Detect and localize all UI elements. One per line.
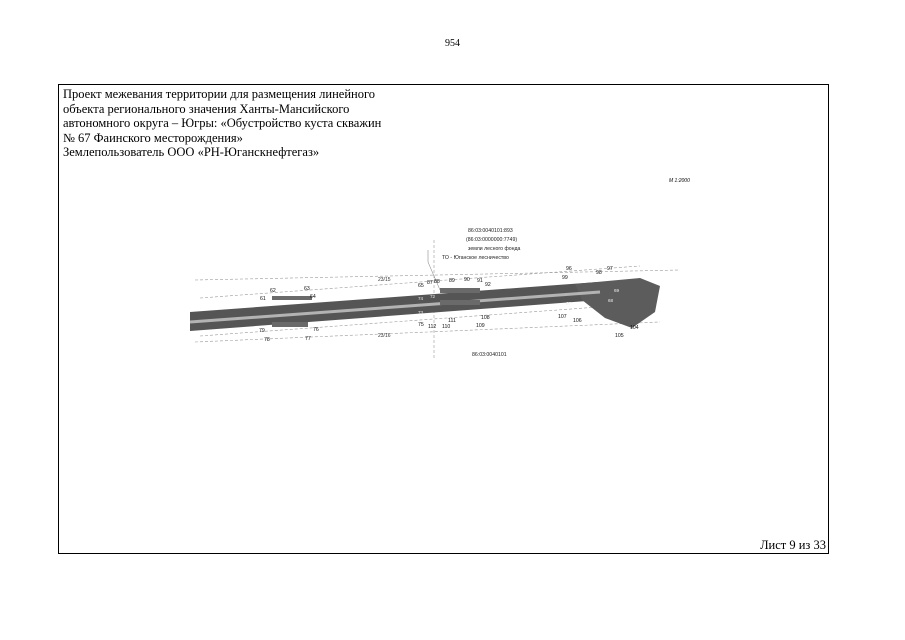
point-label: 62	[270, 288, 276, 294]
title-line: Проект межевания территории для размещения линейного	[63, 87, 376, 101]
point-label: 105	[615, 333, 624, 339]
drawing-frame	[58, 84, 829, 554]
quarter-label: 86:03:0040101	[472, 352, 507, 358]
point-label: 112	[428, 324, 437, 330]
point-label: 75	[418, 322, 424, 328]
point-label: 79	[259, 328, 265, 334]
point-label: 72	[430, 294, 436, 299]
point-label: 109	[476, 323, 485, 329]
parcel-annotation-line: ТО - Юганское лесничество	[442, 255, 509, 261]
point-label: 87	[427, 280, 433, 286]
point-label: 78	[264, 337, 270, 343]
point-label: 91	[477, 278, 483, 284]
forest-label: 23/16	[378, 333, 391, 339]
point-label: 67	[566, 301, 572, 306]
point-label: 110	[442, 324, 451, 330]
title-line: Землепользователь ООО «РН-Юганскнефтегаз»	[63, 145, 320, 160]
title-line: № 67 Фаинского месторождения»	[63, 130, 243, 145]
parcel-annotation-line: 86:03:0040101:893	[468, 228, 513, 234]
point-label: 96	[566, 266, 572, 272]
point-label: 108	[481, 315, 490, 321]
point-label: 65	[418, 283, 424, 289]
point-label: 89	[449, 278, 455, 284]
point-label: 104	[630, 325, 639, 331]
point-label: 97	[607, 266, 613, 272]
point-label: 98	[596, 270, 602, 276]
parcel-annotation-line: (86:03:0000000:7749)	[466, 237, 518, 243]
point-label: 63	[304, 286, 310, 292]
sheet-number: Лист 9 из 33	[760, 538, 826, 552]
point-label: 99	[562, 275, 568, 281]
point-label: 74	[418, 296, 424, 301]
point-label: 76	[313, 327, 319, 333]
point-label: 88	[434, 279, 440, 285]
point-label: 111	[448, 318, 456, 324]
map-scale: M 1:2000	[669, 178, 690, 184]
forest-label: 23/15	[378, 277, 391, 283]
parcel-annotation-line: земли лесного фонда	[468, 246, 521, 252]
page-number: 954	[445, 38, 460, 49]
point-label: 107	[558, 314, 567, 320]
point-label: 64	[310, 294, 316, 300]
title-line: объекта регионального значения Ханты-Мансийского	[63, 101, 350, 116]
point-label: 61	[260, 296, 266, 302]
point-label: 68	[608, 298, 614, 303]
point-label: 69	[614, 288, 620, 293]
drawing-title	[63, 87, 381, 160]
point-label: 73	[418, 310, 424, 315]
point-label: 77	[305, 336, 311, 342]
point-label: 106	[573, 318, 582, 324]
point-label: 92	[485, 282, 491, 288]
title-line: автономного округа – Югры: «Обустройство куста скважин	[63, 116, 382, 131]
point-label: 90	[464, 277, 470, 283]
